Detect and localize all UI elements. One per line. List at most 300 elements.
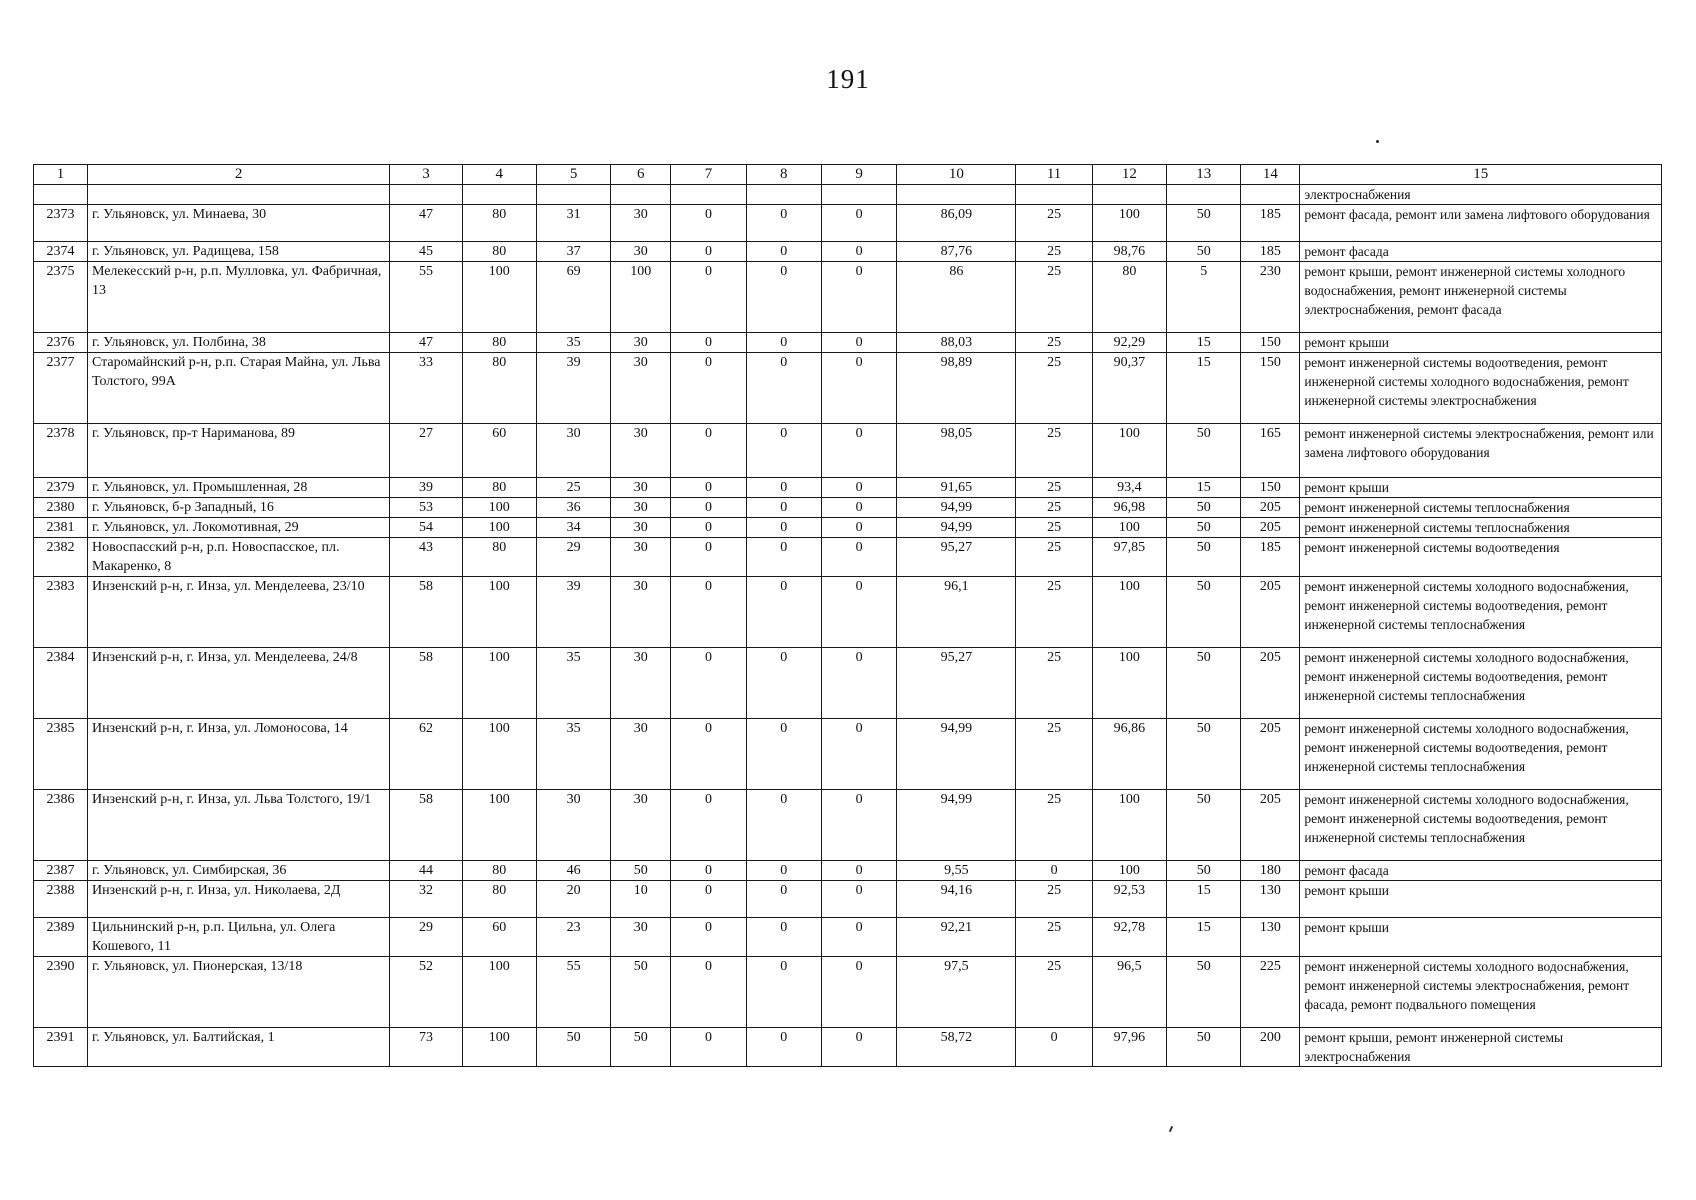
col3-cell: 47: [390, 205, 462, 242]
row-number-cell: 2373: [34, 205, 88, 242]
col10-cell: 88,03: [897, 333, 1016, 353]
col4-cell: 100: [462, 518, 536, 538]
col13-cell: 50: [1167, 957, 1241, 1028]
col4-cell: 80: [462, 205, 536, 242]
column-header-12: 12: [1092, 165, 1166, 185]
col12-cell: 97,85: [1092, 538, 1166, 577]
col11-cell: 25: [1016, 918, 1092, 957]
col8-cell: 0: [746, 1028, 821, 1067]
col12-cell: 100: [1092, 518, 1166, 538]
row-number-cell: 2382: [34, 538, 88, 577]
col8-cell: 0: [746, 262, 821, 333]
col6-cell: 30: [611, 498, 671, 518]
row-number-cell: 2384: [34, 648, 88, 719]
col6-cell: 100: [611, 262, 671, 333]
column-header-13: 13: [1167, 165, 1241, 185]
row-number-cell: 2381: [34, 518, 88, 538]
col5-cell: 30: [536, 424, 610, 478]
col5-cell: 25: [536, 478, 610, 498]
col13-cell: 5: [1167, 262, 1241, 333]
col8-cell: 0: [746, 353, 821, 424]
works-cell: ремонт инженерной системы холодного водоснабжения, ремонт инженерной системы водоотведения, ремонт инженерной системы теплоснабжения: [1300, 577, 1662, 648]
col4-cell: 100: [462, 262, 536, 333]
col7-cell: 0: [671, 861, 746, 881]
col3-cell: 58: [390, 577, 462, 648]
row-number-cell: 2375: [34, 262, 88, 333]
works-cell: ремонт фасада: [1300, 861, 1662, 881]
col8-cell: 0: [746, 205, 821, 242]
col11-cell: 25: [1016, 353, 1092, 424]
col12-cell: 92,78: [1092, 918, 1166, 957]
col14-cell: 200: [1241, 1028, 1300, 1067]
row-number-cell: 2380: [34, 498, 88, 518]
col5-cell: 37: [536, 242, 610, 262]
col5-cell: 30: [536, 790, 610, 861]
table-row: [34, 424, 1662, 478]
col14-cell: 185: [1241, 538, 1300, 577]
col4-cell: 100: [462, 648, 536, 719]
address-cell: Цильнинский р-н, р.п. Цильна, ул. Олега Кошевого, 11: [87, 918, 389, 957]
col9-cell: 0: [821, 498, 896, 518]
col13-cell: 50: [1167, 518, 1241, 538]
col11-cell: 25: [1016, 498, 1092, 518]
col10-cell: 94,99: [897, 790, 1016, 861]
col8-cell: 0: [746, 957, 821, 1028]
col8-cell: 0: [746, 424, 821, 478]
col3-cell: 62: [390, 719, 462, 790]
col10-cell: 97,5: [897, 957, 1016, 1028]
col11-cell: 25: [1016, 333, 1092, 353]
col6-cell: 30: [611, 918, 671, 957]
col8-cell: 0: [746, 498, 821, 518]
table-row: [34, 353, 1662, 424]
col7-cell: 0: [671, 333, 746, 353]
col13-cell: 50: [1167, 424, 1241, 478]
column-header-2: 2: [87, 165, 389, 185]
col3-cell: 52: [390, 957, 462, 1028]
col4-cell: 80: [462, 333, 536, 353]
column-header-7: 7: [671, 165, 746, 185]
column-header-4: 4: [462, 165, 536, 185]
col14-cell: 205: [1241, 790, 1300, 861]
col9-cell: 0: [821, 719, 896, 790]
col3-cell: 58: [390, 790, 462, 861]
col5-cell: 31: [536, 205, 610, 242]
col9-cell: 0: [821, 353, 896, 424]
col6-cell: 30: [611, 478, 671, 498]
col12-cell: 96,98: [1092, 498, 1166, 518]
col9-cell: 0: [821, 478, 896, 498]
table-row: [34, 861, 1662, 881]
col10-cell: 91,65: [897, 478, 1016, 498]
col9-cell: 0: [821, 205, 896, 242]
col5-cell: 35: [536, 719, 610, 790]
col3-cell: 53: [390, 498, 462, 518]
address-cell: Инзенский р-н, г. Инза, ул. Льва Толстого, 19/1: [87, 790, 389, 861]
col7-cell: 0: [671, 353, 746, 424]
col11-cell: 25: [1016, 262, 1092, 333]
col4-cell: 100: [462, 498, 536, 518]
col10-cell: 96,1: [897, 577, 1016, 648]
col10-cell: 98,05: [897, 424, 1016, 478]
col13-cell: 50: [1167, 1028, 1241, 1067]
col7-cell: 0: [671, 648, 746, 719]
address-cell: Мелекесский р-н, р.п. Мулловка, ул. Фабричная, 13: [87, 262, 389, 333]
col11-cell: 25: [1016, 648, 1092, 719]
col8-cell: 0: [746, 333, 821, 353]
row-number-cell: 2379: [34, 478, 88, 498]
column-header-14: 14: [1241, 165, 1300, 185]
col5-cell: 46: [536, 861, 610, 881]
col7-cell: 0: [671, 262, 746, 333]
col7-cell: 0: [671, 424, 746, 478]
col5-cell: 39: [536, 353, 610, 424]
row-number-cell: 2376: [34, 333, 88, 353]
col11-cell: 25: [1016, 518, 1092, 538]
col12-cell: 100: [1092, 424, 1166, 478]
col8-cell: 0: [746, 881, 821, 918]
col12-cell: 100: [1092, 790, 1166, 861]
column-header-6: 6: [611, 165, 671, 185]
col12-cell: 90,37: [1092, 353, 1166, 424]
col4-cell: 100: [462, 957, 536, 1028]
column-header-15: 15: [1300, 165, 1662, 185]
address-cell: Новоспасский р-н, р.п. Новоспасское, пл. Макаренко, 8: [87, 538, 389, 577]
table-row: [34, 498, 1662, 518]
col10-cell: 9,55: [897, 861, 1016, 881]
col9-cell: 0: [821, 918, 896, 957]
col5-cell: 36: [536, 498, 610, 518]
col13-cell: 50: [1167, 538, 1241, 577]
works-cell: ремонт фасада, ремонт или замена лифтового оборудования: [1300, 205, 1662, 242]
address-cell: Инзенский р-н, г. Инза, ул. Менделеева, 24/8: [87, 648, 389, 719]
row-number-cell: 2389: [34, 918, 88, 957]
column-header-5: 5: [536, 165, 610, 185]
works-cell: ремонт инженерной системы холодного водоснабжения, ремонт инженерной системы водоотведения, ремонт инженерной системы теплоснабжения: [1300, 648, 1662, 719]
col10-cell: 94,16: [897, 881, 1016, 918]
col5-cell: 23: [536, 918, 610, 957]
col5-cell: 20: [536, 881, 610, 918]
continuation-works-cell: электроснабжения: [1300, 185, 1662, 205]
col13-cell: 50: [1167, 242, 1241, 262]
col11-cell: 25: [1016, 205, 1092, 242]
col3-cell: 45: [390, 242, 462, 262]
col14-cell: 225: [1241, 957, 1300, 1028]
row-number-cell: 2391: [34, 1028, 88, 1067]
col12-cell: 96,5: [1092, 957, 1166, 1028]
table-row: [34, 881, 1662, 918]
table-row: [34, 262, 1662, 333]
col3-cell: 58: [390, 648, 462, 719]
works-cell: ремонт инженерной системы теплоснабжения: [1300, 518, 1662, 538]
col14-cell: 205: [1241, 719, 1300, 790]
col10-cell: 58,72: [897, 1028, 1016, 1067]
column-header-9: 9: [821, 165, 896, 185]
col3-cell: 32: [390, 881, 462, 918]
row-number-cell: 2390: [34, 957, 88, 1028]
col12-cell: 100: [1092, 648, 1166, 719]
col6-cell: 30: [611, 790, 671, 861]
works-cell: ремонт крыши, ремонт инженерной системы электроснабжения: [1300, 1028, 1662, 1067]
works-cell: ремонт инженерной системы водоотведения, ремонт инженерной системы холодного водоснабжения, ремонт инженерной системы электроснабжения: [1300, 353, 1662, 424]
address-cell: Старомайнский р-н, р.п. Старая Майна, ул. Льва Толстого, 99А: [87, 353, 389, 424]
col3-cell: 47: [390, 333, 462, 353]
col10-cell: 86,09: [897, 205, 1016, 242]
col13-cell: 50: [1167, 790, 1241, 861]
col14-cell: 205: [1241, 498, 1300, 518]
col9-cell: 0: [821, 957, 896, 1028]
col9-cell: 0: [821, 881, 896, 918]
address-cell: г. Ульяновск, ул. Локомотивная, 29: [87, 518, 389, 538]
address-cell: г. Ульяновск, пр-т Нариманова, 89: [87, 424, 389, 478]
col9-cell: 0: [821, 242, 896, 262]
col12-cell: 98,76: [1092, 242, 1166, 262]
row-number-cell: 2383: [34, 577, 88, 648]
col6-cell: 30: [611, 577, 671, 648]
col7-cell: 0: [671, 918, 746, 957]
col3-cell: 33: [390, 353, 462, 424]
col6-cell: 30: [611, 719, 671, 790]
scan-mark: [1169, 1126, 1173, 1132]
table-row: [34, 790, 1662, 861]
col6-cell: 30: [611, 205, 671, 242]
col9-cell: 0: [821, 333, 896, 353]
col7-cell: 0: [671, 790, 746, 861]
col3-cell: 44: [390, 861, 462, 881]
row-number-cell: 2378: [34, 424, 88, 478]
col3-cell: 43: [390, 538, 462, 577]
table-row: [34, 719, 1662, 790]
works-cell: ремонт крыши: [1300, 881, 1662, 918]
col10-cell: 86: [897, 262, 1016, 333]
row-number-cell: 2387: [34, 861, 88, 881]
column-number-header: [34, 165, 1662, 185]
col9-cell: 0: [821, 861, 896, 881]
col14-cell: 150: [1241, 353, 1300, 424]
scan-speck: [1376, 140, 1379, 143]
col4-cell: 60: [462, 918, 536, 957]
col7-cell: 0: [671, 478, 746, 498]
col5-cell: 29: [536, 538, 610, 577]
address-cell: Инзенский р-н, г. Инза, ул. Менделеева, 23/10: [87, 577, 389, 648]
works-cell: ремонт фасада: [1300, 242, 1662, 262]
col14-cell: 205: [1241, 518, 1300, 538]
table-row: [34, 205, 1662, 242]
col7-cell: 0: [671, 538, 746, 577]
col14-cell: 230: [1241, 262, 1300, 333]
col14-cell: 130: [1241, 918, 1300, 957]
col4-cell: 100: [462, 1028, 536, 1067]
col8-cell: 0: [746, 719, 821, 790]
works-cell: ремонт инженерной системы электроснабжения, ремонт или замена лифтового оборудования: [1300, 424, 1662, 478]
col5-cell: 35: [536, 333, 610, 353]
col5-cell: 34: [536, 518, 610, 538]
col10-cell: 95,27: [897, 648, 1016, 719]
col11-cell: 25: [1016, 478, 1092, 498]
column-header-8: 8: [746, 165, 821, 185]
address-cell: Инзенский р-н, г. Инза, ул. Николаева, 2Д: [87, 881, 389, 918]
col11-cell: 25: [1016, 538, 1092, 577]
works-cell: ремонт инженерной системы холодного водоснабжения, ремонт инженерной системы водоотведения, ремонт инженерной системы теплоснабжения: [1300, 790, 1662, 861]
address-cell: г. Ульяновск, ул. Пионерская, 13/18: [87, 957, 389, 1028]
table-row: [34, 333, 1662, 353]
col12-cell: 92,29: [1092, 333, 1166, 353]
works-cell: ремонт крыши: [1300, 918, 1662, 957]
col13-cell: 15: [1167, 881, 1241, 918]
address-cell: г. Ульяновск, ул. Минаева, 30: [87, 205, 389, 242]
col13-cell: 15: [1167, 918, 1241, 957]
col7-cell: 0: [671, 498, 746, 518]
works-cell: ремонт крыши: [1300, 333, 1662, 353]
row-number-cell: 2388: [34, 881, 88, 918]
col11-cell: 25: [1016, 881, 1092, 918]
col8-cell: 0: [746, 242, 821, 262]
col13-cell: 15: [1167, 478, 1241, 498]
column-header-11: 11: [1016, 165, 1092, 185]
col11-cell: 25: [1016, 577, 1092, 648]
col14-cell: 150: [1241, 478, 1300, 498]
table-row: [34, 478, 1662, 498]
col8-cell: 0: [746, 918, 821, 957]
col7-cell: 0: [671, 957, 746, 1028]
col11-cell: 25: [1016, 424, 1092, 478]
col6-cell: 30: [611, 538, 671, 577]
col5-cell: 39: [536, 577, 610, 648]
col6-cell: 30: [611, 648, 671, 719]
col8-cell: 0: [746, 861, 821, 881]
col4-cell: 80: [462, 861, 536, 881]
col14-cell: 165: [1241, 424, 1300, 478]
col13-cell: 15: [1167, 353, 1241, 424]
address-cell: г. Ульяновск, ул. Симбирская, 36: [87, 861, 389, 881]
col6-cell: 30: [611, 242, 671, 262]
col9-cell: 0: [821, 1028, 896, 1067]
col5-cell: 35: [536, 648, 610, 719]
column-header-10: 10: [897, 165, 1016, 185]
col11-cell: 25: [1016, 790, 1092, 861]
table-row: [34, 518, 1662, 538]
col7-cell: 0: [671, 1028, 746, 1067]
col11-cell: 0: [1016, 861, 1092, 881]
col8-cell: 0: [746, 577, 821, 648]
table-body: [34, 165, 1662, 1067]
col8-cell: 0: [746, 478, 821, 498]
table-row: [34, 577, 1662, 648]
row-number-cell: 2374: [34, 242, 88, 262]
table-row: [34, 648, 1662, 719]
col6-cell: 30: [611, 424, 671, 478]
col6-cell: 10: [611, 881, 671, 918]
col9-cell: 0: [821, 577, 896, 648]
col6-cell: 30: [611, 353, 671, 424]
col3-cell: 54: [390, 518, 462, 538]
row-number-cell: 2386: [34, 790, 88, 861]
col8-cell: 0: [746, 790, 821, 861]
col12-cell: 100: [1092, 205, 1166, 242]
col14-cell: 205: [1241, 577, 1300, 648]
table-row: [34, 957, 1662, 1028]
address-cell: г. Ульяновск, ул. Промышленная, 28: [87, 478, 389, 498]
col14-cell: 130: [1241, 881, 1300, 918]
col10-cell: 94,99: [897, 518, 1016, 538]
col10-cell: 87,76: [897, 242, 1016, 262]
col6-cell: 30: [611, 518, 671, 538]
col13-cell: 50: [1167, 498, 1241, 518]
works-cell: ремонт крыши: [1300, 478, 1662, 498]
col5-cell: 69: [536, 262, 610, 333]
col10-cell: 94,99: [897, 719, 1016, 790]
address-cell: г. Ульяновск, ул. Радищева, 158: [87, 242, 389, 262]
col10-cell: 98,89: [897, 353, 1016, 424]
col5-cell: 50: [536, 1028, 610, 1067]
col4-cell: 80: [462, 538, 536, 577]
col3-cell: 55: [390, 262, 462, 333]
address-cell: Инзенский р-н, г. Инза, ул. Ломоносова, 14: [87, 719, 389, 790]
col3-cell: 29: [390, 918, 462, 957]
col12-cell: 100: [1092, 577, 1166, 648]
table-row: [34, 918, 1662, 957]
col4-cell: 80: [462, 478, 536, 498]
col6-cell: 30: [611, 333, 671, 353]
col12-cell: 93,4: [1092, 478, 1166, 498]
works-cell: ремонт инженерной системы холодного водоснабжения, ремонт инженерной системы водоотведения, ремонт инженерной системы теплоснабжения: [1300, 719, 1662, 790]
col9-cell: 0: [821, 518, 896, 538]
col13-cell: 50: [1167, 648, 1241, 719]
col9-cell: 0: [821, 262, 896, 333]
col13-cell: 50: [1167, 861, 1241, 881]
col9-cell: 0: [821, 790, 896, 861]
col13-cell: 15: [1167, 333, 1241, 353]
col12-cell: 97,96: [1092, 1028, 1166, 1067]
col3-cell: 27: [390, 424, 462, 478]
col14-cell: 150: [1241, 333, 1300, 353]
repair-register-table: [33, 164, 1662, 1067]
col10-cell: 92,21: [897, 918, 1016, 957]
col7-cell: 0: [671, 881, 746, 918]
col7-cell: 0: [671, 577, 746, 648]
col10-cell: 95,27: [897, 538, 1016, 577]
column-header-1: 1: [34, 165, 88, 185]
col9-cell: 0: [821, 648, 896, 719]
page-number: 191: [826, 64, 870, 94]
table-row: [34, 1028, 1662, 1067]
col8-cell: 0: [746, 538, 821, 577]
col3-cell: 73: [390, 1028, 462, 1067]
col11-cell: 0: [1016, 1028, 1092, 1067]
col13-cell: 50: [1167, 205, 1241, 242]
column-header-3: 3: [390, 165, 462, 185]
col5-cell: 55: [536, 957, 610, 1028]
works-cell: ремонт инженерной системы водоотведения: [1300, 538, 1662, 577]
col6-cell: 50: [611, 1028, 671, 1067]
col9-cell: 0: [821, 538, 896, 577]
col6-cell: 50: [611, 957, 671, 1028]
col12-cell: 100: [1092, 861, 1166, 881]
col14-cell: 185: [1241, 205, 1300, 242]
col14-cell: 180: [1241, 861, 1300, 881]
col6-cell: 50: [611, 861, 671, 881]
continuation-row: [34, 185, 1662, 205]
table-row: [34, 538, 1662, 577]
col4-cell: 60: [462, 424, 536, 478]
table-row: [34, 242, 1662, 262]
col10-cell: 94,99: [897, 498, 1016, 518]
col4-cell: 100: [462, 790, 536, 861]
works-cell: ремонт инженерной системы холодного водоснабжения, ремонт инженерной системы электроснабжения, ремонт фасада, ремонт подвального помещения: [1300, 957, 1662, 1028]
col14-cell: 205: [1241, 648, 1300, 719]
col13-cell: 50: [1167, 719, 1241, 790]
row-number-cell: 2377: [34, 353, 88, 424]
